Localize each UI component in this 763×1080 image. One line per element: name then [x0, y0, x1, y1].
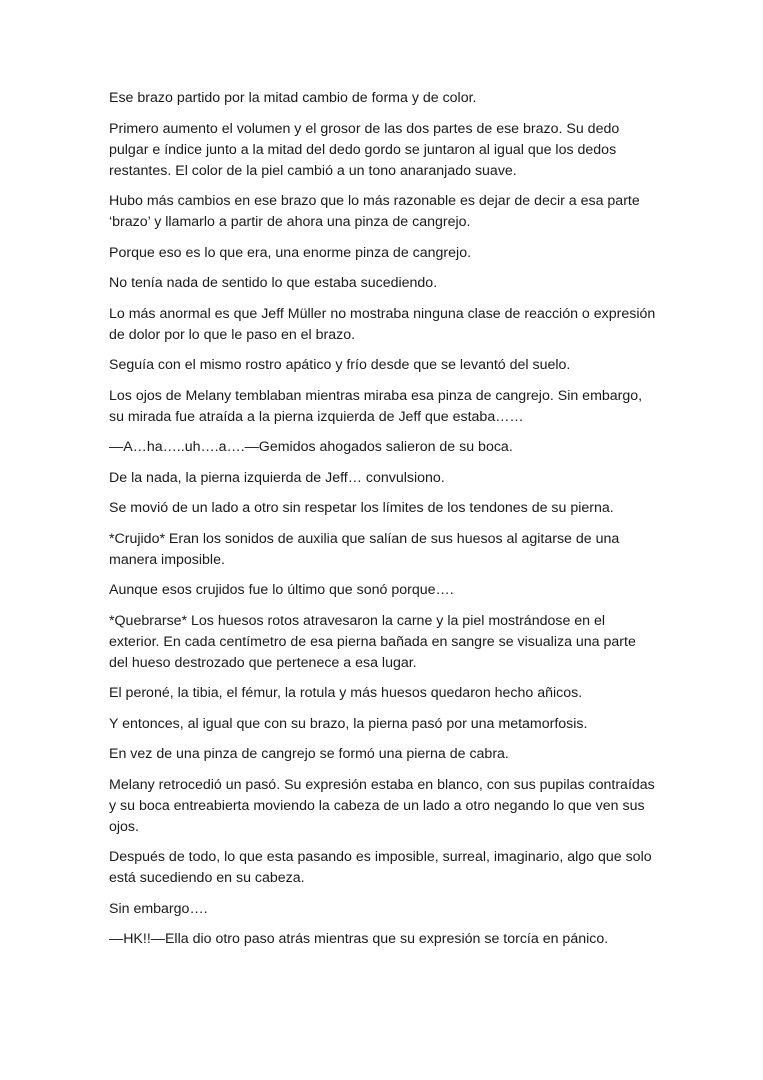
paragraph: *Crujido* Eran los sonidos de auxilia que salían de sus huesos al agitarse de una manera imposible.	[109, 530, 620, 568]
paragraph: De la nada, la pierna izquierda de Jeff… convulsiono.	[109, 469, 445, 486]
paragraph: No tenía nada de sentido lo que estaba sucediendo.	[109, 275, 438, 291]
paragraph: Sin embargo….	[109, 900, 208, 917]
paragraph: Y entonces, al igual que con su brazo, la pierna pasó por una metamorfosis.	[109, 715, 588, 732]
paragraph: En vez de una pinza de cangrejo se formó una pierna de cabra.	[109, 746, 509, 762]
document-body	[109, 88, 657, 960]
paragraph: Hubo más cambios en ese brazo que lo más razonable es dejar de decir a esa parte ‘brazo’ y llamarlo a partir de ahora una pinza de cangrejo.	[109, 193, 640, 230]
paragraph: Seguía con el mismo rostro apático y frío desde que se levantó del suelo.	[109, 357, 571, 373]
paragraph: Después de todo, lo que esta pasando es imposible, surreal, imaginario, algo que solo está sucediendo en su cabeza.	[109, 849, 652, 886]
paragraph: Los ojos de Melany temblaban mientras miraba esa pinza de cangrejo. Sin embargo, su mirada fue atraída a la pierna izquierda de Jeff que estaba……	[109, 387, 643, 425]
paragraph: Lo más anormal es que Jeff Müller no mostraba ninguna clase de reacción o expresión de dolor por lo que le paso en el brazo.	[109, 305, 656, 343]
paragraph: Primero aumento el volumen y el grosor de las dos partes de ese brazo. Su dedo pulgar e índice junto a la mitad del dedo gordo se juntaron al igual que los dedos restantes. El color de la piel cambió a un tono anaranjado suave.	[109, 120, 620, 179]
paragraph: Aunque esos crujidos fue lo último que sonó porque….	[109, 582, 454, 598]
paragraph: Ese brazo partido por la mitad cambio de forma y de color.	[109, 90, 477, 106]
paragraph: El peroné, la tibia, el fémur, la rotula y más huesos quedaron hecho añicos.	[109, 685, 583, 701]
paragraph: —A…ha…..uh….a….—Gemidos ahogados salieron de su boca.	[109, 439, 513, 455]
paragraph: Se movió de un lado a otro sin respetar los límites de los tendones de su pierna.	[109, 500, 614, 516]
paragraph: Porque eso es lo que era, una enorme pinza de cangrejo.	[109, 244, 472, 261]
paragraph: —HK!!—Ella dio otro paso atrás mientras que su expresión se torcía en pánico.	[109, 931, 609, 947]
paragraph: *Quebrarse* Los huesos rotos atravesaron la carne y la piel mostrándose en el exterior. En cada centímetro de esa pierna bañada en sangre se visualiza una parte del hueso destrozado que pertenece a esa lugar.	[109, 612, 636, 671]
paragraph: Melany retrocedió un pasó. Su expresión estaba en blanco, con sus pupilas contraídas y su boca entreabierta moviendo la cabeza de un lado a otro negando lo que ven sus ojos.	[109, 776, 655, 835]
